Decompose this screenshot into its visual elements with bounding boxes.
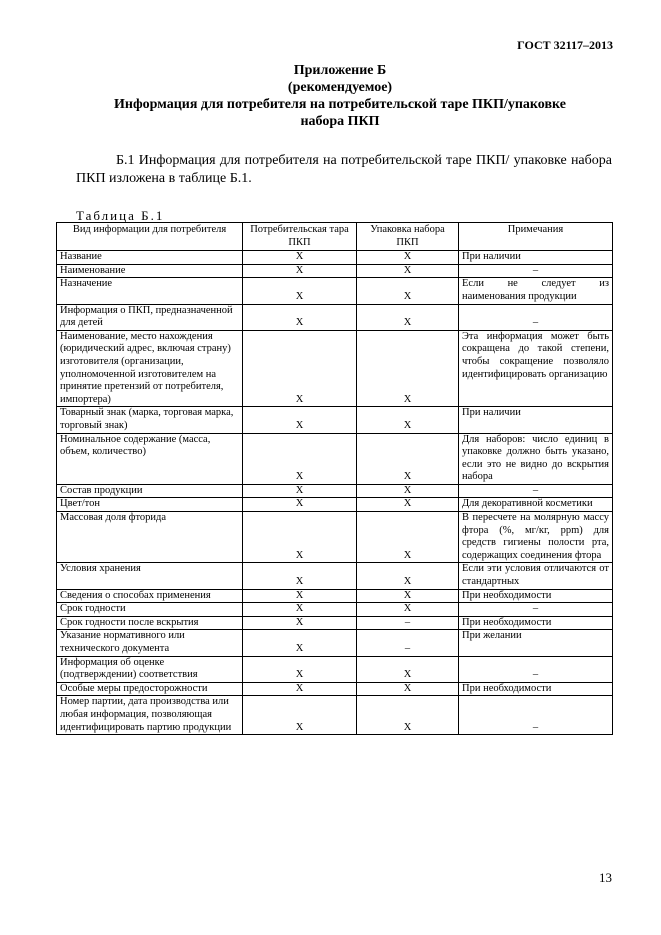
cell-notes: –: [459, 304, 613, 330]
cell-notes: При необходимости: [459, 682, 613, 696]
cell-consumer-container: Х: [243, 433, 357, 484]
cell-consumer-container: Х: [243, 484, 357, 498]
table-row: [57, 407, 613, 433]
cell-info-type: Номинальное содержание (масса, объем, количество): [57, 433, 243, 484]
cell-notes: –: [459, 484, 613, 498]
table-row: [57, 616, 613, 630]
cell-notes: Для наборов: число единиц в упаковке должно быть указано, если это не видно до вскрытия набора: [459, 433, 613, 484]
header-consumer-container: Потребительская тара ПКП: [243, 223, 357, 251]
cell-set-package: Х: [357, 304, 459, 330]
cell-set-package: –: [357, 616, 459, 630]
header-info-type: Вид информации для потребителя: [57, 223, 243, 251]
cell-info-type: Товарный знак (марка, торговая марка, торговый знак): [57, 407, 243, 433]
cell-notes: –: [459, 656, 613, 682]
page-number: 13: [599, 870, 612, 885]
cell-notes: Если эти условия отличаются от стандартных: [459, 563, 613, 589]
cell-consumer-container: Х: [243, 330, 357, 407]
cell-info-type: Условия хранения: [57, 563, 243, 589]
header-set-package: Упаковка набора ПКП: [357, 223, 459, 251]
appendix-status: (рекомендуемое): [287, 80, 393, 95]
cell-info-type: Состав продукции: [57, 484, 243, 498]
cell-notes: –: [459, 696, 613, 735]
table-row: [57, 330, 613, 407]
cell-set-package: Х: [357, 498, 459, 512]
cell-set-package: Х: [357, 696, 459, 735]
cell-set-package: Х: [357, 330, 459, 407]
paragraph-text: Б.1 Информация для потребителя на потребительской таре ПКП/ упаковке набора ПКП изложена в таблице Б.1.: [76, 153, 612, 186]
cell-consumer-container: Х: [243, 589, 357, 603]
cell-info-type: Информация о ПКП, предназначенной для детей: [57, 304, 243, 330]
table-row: [57, 498, 613, 512]
cell-consumer-container: Х: [243, 616, 357, 630]
cell-consumer-container: Х: [243, 630, 357, 656]
cell-info-type: Указание нормативного или технического документа: [57, 630, 243, 656]
cell-set-package: –: [357, 630, 459, 656]
appendix-heading-line1: Информация для потребителя на потребительской таре ПКП/упаковке: [114, 97, 566, 112]
standard-header: ГОСТ 32117–2013: [517, 38, 613, 52]
table-row: [57, 512, 613, 563]
cell-consumer-container: Х: [243, 498, 357, 512]
cell-consumer-container: Х: [243, 264, 357, 278]
cell-set-package: Х: [357, 251, 459, 265]
table-row: [57, 603, 613, 617]
cell-consumer-container: Х: [243, 278, 357, 304]
table-row: [57, 589, 613, 603]
cell-notes: –: [459, 603, 613, 617]
cell-notes: При необходимости: [459, 616, 613, 630]
table-row: [57, 484, 613, 498]
cell-notes: При желании: [459, 630, 613, 656]
cell-notes: При наличии: [459, 251, 613, 265]
cell-set-package: Х: [357, 656, 459, 682]
appendix-label: Приложение Б: [293, 63, 387, 78]
cell-notes: –: [459, 264, 613, 278]
cell-set-package: Х: [357, 563, 459, 589]
cell-info-type: Название: [57, 251, 243, 265]
table-row: [57, 251, 613, 265]
cell-consumer-container: Х: [243, 656, 357, 682]
cell-info-type: Информация об оценке (подтверждении) соответствия: [57, 656, 243, 682]
cell-info-type: Массовая доля фторида: [57, 512, 243, 563]
cell-notes: При наличии: [459, 407, 613, 433]
cell-set-package: Х: [357, 484, 459, 498]
cell-info-type: Наименование, место нахождения (юридический адрес, включая страну) изготовителя (организации, уполномоченной изготовителем на принятие претензий от потребителя, импортера): [57, 330, 243, 407]
cell-set-package: Х: [357, 512, 459, 563]
table-row: [57, 433, 613, 484]
table-caption: Таблица Б.1: [76, 208, 165, 223]
table-row: [57, 563, 613, 589]
cell-consumer-container: Х: [243, 251, 357, 265]
cell-info-type: Особые меры предосторожности: [57, 682, 243, 696]
cell-info-type: Назначение: [57, 278, 243, 304]
table-row: [57, 682, 613, 696]
table-row: [57, 630, 613, 656]
cell-notes: Если не следует из наименования продукции: [459, 278, 613, 304]
table-row: [57, 304, 613, 330]
cell-info-type: Номер партии, дата производства или любая информация, позволяющая идентифицировать партию продукции: [57, 696, 243, 735]
cell-notes: Эта информация может быть сокращена до такой степени, чтобы сокращение позволяло идентифицировать организацию: [459, 330, 613, 407]
cell-consumer-container: Х: [243, 696, 357, 735]
cell-set-package: Х: [357, 407, 459, 433]
cell-set-package: Х: [357, 264, 459, 278]
table-row: [57, 264, 613, 278]
table-row: [57, 656, 613, 682]
cell-notes: Для декоративной косметики: [459, 498, 613, 512]
cell-notes: При необходимости: [459, 589, 613, 603]
cell-info-type: Сведения о способах применения: [57, 589, 243, 603]
cell-info-type: Наименование: [57, 264, 243, 278]
cell-set-package: Х: [357, 589, 459, 603]
cell-consumer-container: Х: [243, 603, 357, 617]
appendix-title: [60, 62, 620, 130]
appendix-heading-line2: набора ПКП: [300, 114, 380, 129]
cell-consumer-container: Х: [243, 304, 357, 330]
table-row: [57, 278, 613, 304]
cell-notes: В пересчете на молярную массу фтора (%, мг/кг, ppm) для средств гигиены полости рта, содержащих соединения фтора: [459, 512, 613, 563]
cell-consumer-container: Х: [243, 407, 357, 433]
cell-consumer-container: Х: [243, 512, 357, 563]
cell-set-package: Х: [357, 433, 459, 484]
cell-consumer-container: Х: [243, 682, 357, 696]
table-header-row: [57, 223, 613, 251]
cell-set-package: Х: [357, 682, 459, 696]
body-paragraph: [76, 152, 612, 188]
cell-set-package: Х: [357, 603, 459, 617]
cell-info-type: Цвет/тон: [57, 498, 243, 512]
table-row: [57, 696, 613, 735]
info-table: [56, 222, 613, 735]
cell-info-type: Срок годности: [57, 603, 243, 617]
cell-consumer-container: Х: [243, 563, 357, 589]
cell-set-package: Х: [357, 278, 459, 304]
header-notes: Примечания: [459, 223, 613, 251]
cell-info-type: Срок годности после вскрытия: [57, 616, 243, 630]
